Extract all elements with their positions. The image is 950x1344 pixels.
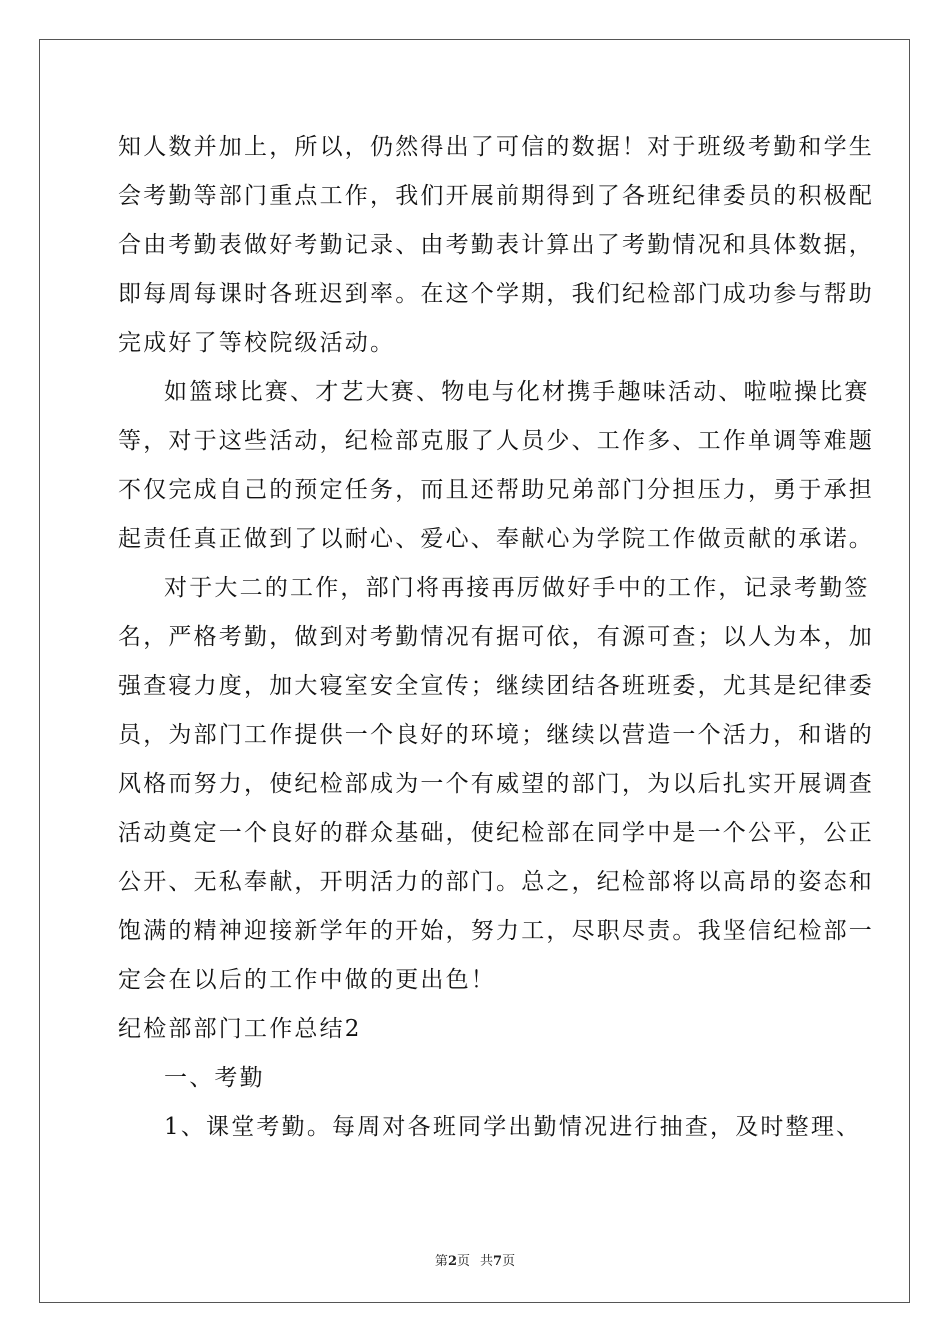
page-suffix: 页 [456,1254,470,1269]
section-heading: 纪检部部门工作总结2 [118,1016,362,1042]
page-footer [0,1250,950,1269]
body-line: 不仅完成自己的预定任务，而且还帮助兄弟部门分担压力，勇于承担 [118,477,874,503]
body-line: 即每周每课时各班迟到率。在这个学期，我们纪检部门成功参与帮助 [118,281,874,307]
page-number: 2 [447,1254,457,1269]
body-line: 完成好了等校院级活动。 [118,330,396,356]
body-line: 1、课堂考勤。每周对各班同学出勤情况进行抽查，及时整理、 [164,1114,862,1140]
total-pages: 7 [493,1254,503,1269]
body-line: 名，严格考勤，做到对考勤情况有据可依，有源可查；以人为本，加 [118,624,874,650]
body-line: 饱满的精神迎接新学年的开始，努力工，尽职尽责。我坚信纪检部一 [118,918,874,944]
body-line: 起责任真正做到了以耐心、爱心、奉献心为学院工作做贡献的承诺。 [118,526,874,552]
total-prefix: 共 [480,1254,494,1269]
subsection-heading: 一、考勤 [164,1065,265,1091]
body-line: 对于大二的工作，部门将再接再厉做好手中的工作，记录考勤签 [164,575,870,601]
body-line: 公开、无私奉献，开明活力的部门。总之，纪检部将以高昂的姿态和 [118,869,874,895]
body-line: 会考勤等部门重点工作，我们开展前期得到了各班纪律委员的积极配 [118,183,874,209]
body-line: 如篮球比赛、才艺大赛、物电与化材携手趣味活动、啦啦操比赛 [164,379,870,405]
body-line: 活动奠定一个良好的群众基础，使纪检部在同学中是一个公平，公正 [118,820,874,846]
body-line: 风格而努力，使纪检部成为一个有威望的部门，为以后扎实开展调查 [118,771,874,797]
body-line: 定会在以后的工作中做的更出色！ [118,967,496,993]
body-line: 合由考勤表做好考勤记录、由考勤表计算出了考勤情况和具体数据， [118,232,874,258]
body-line: 等，对于这些活动，纪检部克服了人员少、工作多、工作单调等难题 [118,428,874,454]
total-suffix: 页 [502,1254,516,1269]
document-body [118,123,874,1152]
body-line: 强查寝力度，加大寝室安全宣传；继续团结各班班委，尤其是纪律委 [118,673,874,699]
body-line: 员，为部门工作提供一个良好的环境；继续以营造一个活力，和谐的 [118,722,874,748]
page-prefix: 第 [434,1254,448,1269]
body-line: 知人数并加上，所以，仍然得出了可信的数据！对于班级考勤和学生 [118,134,874,160]
